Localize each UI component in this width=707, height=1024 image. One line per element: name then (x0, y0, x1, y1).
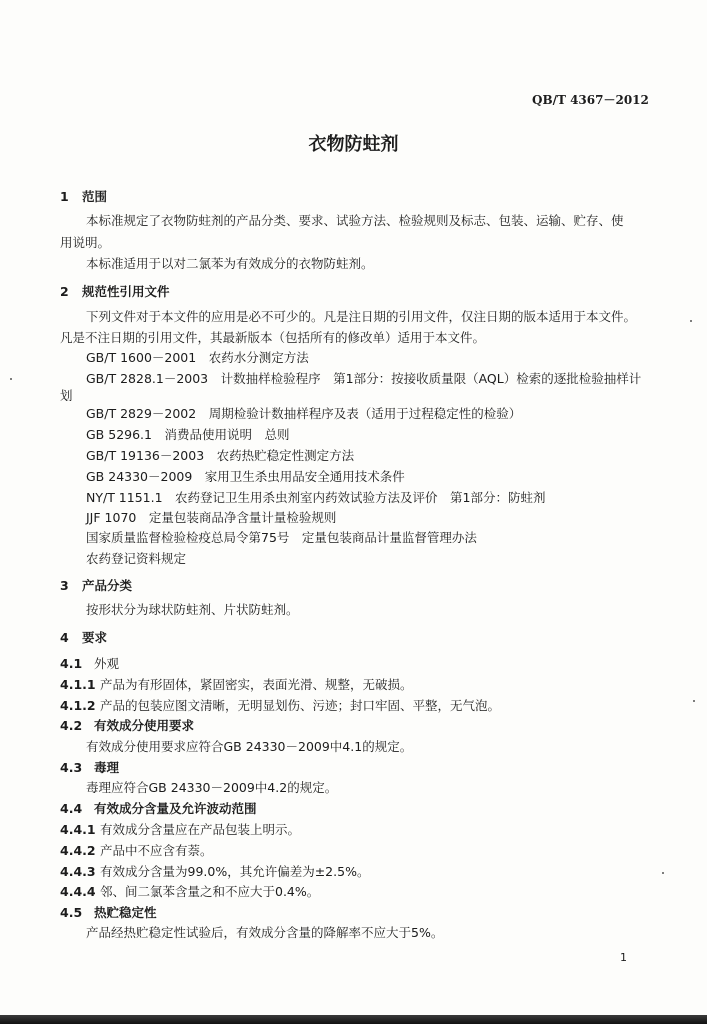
subsection-title: 有效成分含量及允许波动范围 (94, 801, 257, 816)
clause-4-4-4 (60, 884, 319, 900)
paragraph: 本标准适用于以对二氯苯为有效成分的衣物防蛀剂。 (86, 256, 374, 271)
subsection-title: 毒理 (94, 760, 120, 775)
clause-number: 4.4.4 (60, 884, 96, 899)
section-4-heading (60, 630, 107, 646)
section-1-heading (60, 189, 107, 205)
document-title: 衣物防蛀剂 (308, 134, 399, 155)
section-number: 4 (60, 630, 69, 645)
subsection-4-2-heading (60, 718, 194, 734)
section-number: 2 (60, 284, 69, 299)
scan-edge-shadow (0, 1008, 707, 1024)
scan-speck (690, 320, 692, 322)
section-title: 产品分类 (82, 578, 133, 593)
clause-4-4-3 (60, 864, 369, 880)
section-2-heading (60, 284, 170, 300)
section-title: 要求 (82, 630, 108, 645)
clause-number: 4.4.3 (60, 864, 96, 879)
section-title: 范围 (82, 189, 108, 204)
subsection-title: 有效成分使用要求 (94, 718, 195, 733)
clause-4-4-1 (60, 822, 300, 838)
clause-4-1-2 (60, 698, 500, 714)
subsection-number: 4.2 (60, 718, 83, 733)
clause-text: 产品为有形固体，紧固密实，表面光滑、规整，无破损。 (100, 677, 413, 692)
reference-item: GB/T 19136－2003 农药热贮稳定性测定方法 (86, 448, 355, 463)
section-number: 3 (60, 578, 69, 593)
paragraph: 按形状分为球状防蛀剂、片状防蛀剂。 (86, 602, 299, 617)
reference-item: JJF 1070 定量包装商品净含量计量检验规则 (86, 510, 337, 525)
clause-text: 产品中不应含有萘。 (100, 843, 213, 858)
clause-4-4-2 (60, 843, 213, 859)
scan-speck (693, 700, 695, 702)
subsection-number: 4.3 (60, 760, 83, 775)
subsection-number: 4.1 (60, 656, 83, 671)
subsection-4-3-heading (60, 760, 119, 776)
scan-speck (10, 378, 12, 380)
clause-text: 有效成分含量应在产品包装上明示。 (100, 822, 301, 837)
reference-item: GB 5296.1 消费品使用说明 总则 (86, 427, 290, 442)
reference-item: GB/T 2829－2002 周期检验计数抽样程序及表（适用于过程稳定性的检验） (86, 406, 522, 421)
clause-number: 4.4.2 (60, 843, 96, 858)
page-number: 1 (620, 951, 627, 964)
reference-item: GB 24330－2009 家用卫生杀虫用品安全通用技术条件 (86, 469, 405, 484)
paragraph: 本标准规定了衣物防蛀剂的产品分类、要求、试验方法、检验规则及标志、包装、运输、贮存、使 (86, 213, 624, 228)
clause-number: 4.1.1 (60, 677, 96, 692)
paragraph: 毒理应符合GB 24330－2009中4.2的规定。 (86, 780, 338, 795)
clause-text: 有效成分含量为99.0%，其允许偏差为±2.5%。 (100, 864, 370, 879)
reference-item: 农药登记资料规定 (86, 551, 187, 566)
clause-number: 4.1.2 (60, 698, 96, 713)
section-title: 规范性引用文件 (82, 284, 170, 299)
scan-speck (662, 872, 664, 874)
paragraph: 有效成分使用要求应符合GB 24330－2009中4.1的规定。 (86, 739, 413, 754)
paragraph: 用说明。 (60, 235, 111, 250)
reference-item-continuation: 划 (60, 388, 73, 403)
subsection-number: 4.5 (60, 905, 83, 920)
subsection-4-5-heading (60, 905, 157, 921)
reference-item: GB/T 2828.1－2003 计数抽样检验程序 第1部分：按接收质量限（AQL）检索的逐批检验抽样计 (86, 371, 642, 386)
section-number: 1 (60, 189, 69, 204)
subsection-4-1-heading (60, 656, 119, 672)
subsection-4-4-heading (60, 801, 257, 817)
section-3-heading (60, 578, 132, 594)
clause-text: 产品的包装应图文清晰，无明显划伤、污迹；封口牢固、平整，无气泡。 (100, 698, 501, 713)
paragraph: 凡是不注日期的引用文件，其最新版本（包括所有的修改单）适用于本文件。 (60, 330, 486, 345)
standard-number: QB/T 4367－2012 (532, 93, 649, 107)
paragraph: 下列文件对于本文件的应用是必不可少的。凡是注日期的引用文件，仅注日期的版本适用于本文件。 (86, 309, 637, 324)
paragraph: 产品经热贮稳定性试验后，有效成分含量的降解率不应大于5%。 (86, 925, 444, 940)
subsection-title: 外观 (94, 656, 120, 671)
reference-item: NY/T 1151.1 农药登记卫生用杀虫剂室内药效试验方法及评价 第1部分：防蛀剂 (86, 490, 546, 505)
reference-item: 国家质量监督检验检疫总局令第75号 定量包装商品计量监督管理办法 (86, 530, 477, 545)
clause-text: 邻、间二氯苯含量之和不应大于0.4%。 (100, 884, 320, 899)
subsection-number: 4.4 (60, 801, 83, 816)
reference-item: GB/T 1600－2001 农药水分测定方法 (86, 350, 309, 365)
subsection-title: 热贮稳定性 (94, 905, 157, 920)
clause-number: 4.4.1 (60, 822, 96, 837)
clause-4-1-1 (60, 677, 413, 693)
